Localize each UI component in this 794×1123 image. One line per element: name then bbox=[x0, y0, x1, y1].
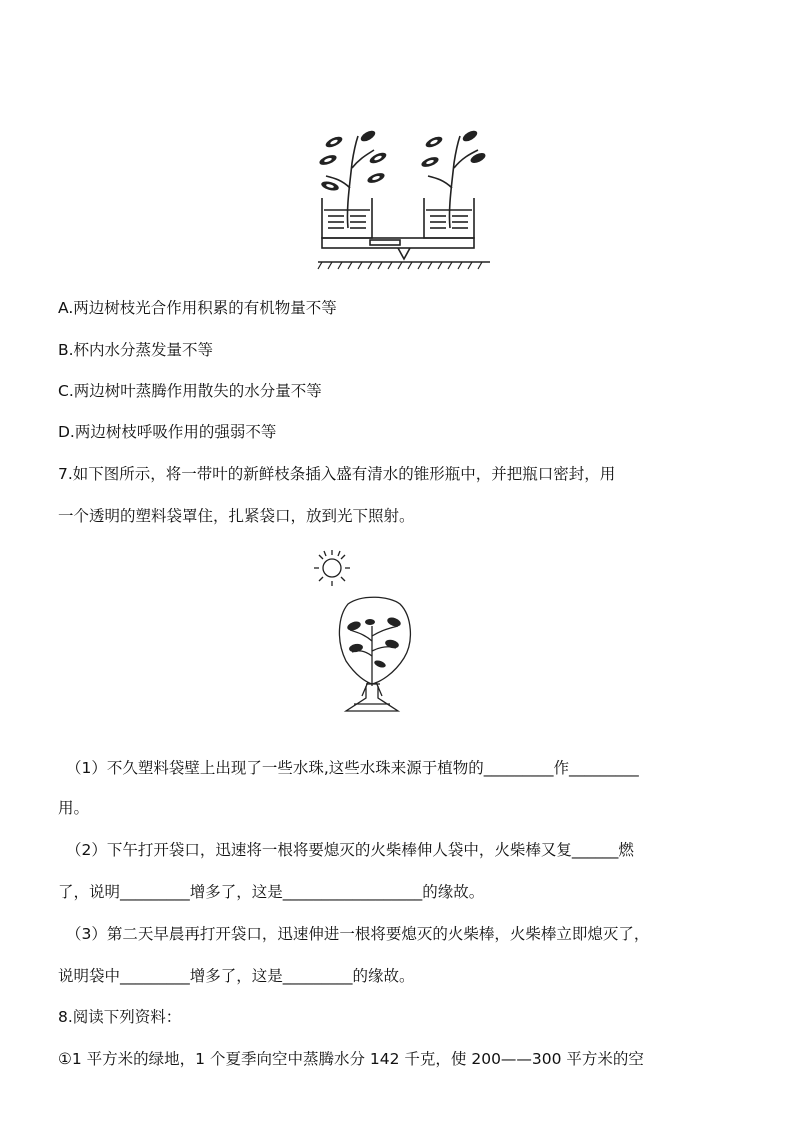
option-b: B.杯内水分蒸发量不等 bbox=[58, 341, 214, 359]
question-7-sub-1-line-1: （1）不久塑料袋壁上出现了一些水珠,这些水珠来源于植物的_________作_________ bbox=[66, 759, 639, 777]
balance-plants-figure bbox=[312, 128, 494, 270]
question-8-item-1: ①1 平方米的绿地，1 个夏季向空中蒸腾水分 142 千克，使 200——300 平方米的空 bbox=[58, 1050, 644, 1068]
question-7-line-2: 一个透明的塑料袋罩住，扎紧袋口，放到光下照射。 bbox=[58, 507, 415, 525]
question-7-sub-2-line-2: 了，说明_________增多了，这是__________________的缘故。 bbox=[58, 883, 485, 901]
option-c: C.两边树叶蒸腾作用散失的水分量不等 bbox=[58, 382, 322, 400]
question-7-sub-3-line-2: 说明袋中_________增多了，这是_________的缘故。 bbox=[58, 967, 415, 985]
sun-bag-flask-figure bbox=[310, 546, 440, 716]
question-7-line-1: 7.如下图所示，将一带叶的新鲜枝条插入盛有清水的锥形瓶中，并把瓶口密封，用 bbox=[58, 465, 616, 483]
option-a: A.两边树枝光合作用积累的有机物量不等 bbox=[58, 299, 337, 317]
option-d: D.两边树枝呼吸作用的强弱不等 bbox=[58, 423, 277, 441]
question-7-sub-2-line-1: （2）下午打开袋口，迅速将一根将要熄灭的火柴棒伸人袋中，火柴棒又复______燃 bbox=[66, 841, 634, 859]
question-7-sub-1-line-2: 用。 bbox=[58, 799, 90, 817]
question-8-title: 8.阅读下列资料： bbox=[58, 1008, 182, 1026]
question-7-sub-3-line-1: （3）第二天早晨再打开袋口，迅速伸进一根将要熄灭的火柴棒，火柴棒立即熄灭了， bbox=[66, 925, 650, 943]
